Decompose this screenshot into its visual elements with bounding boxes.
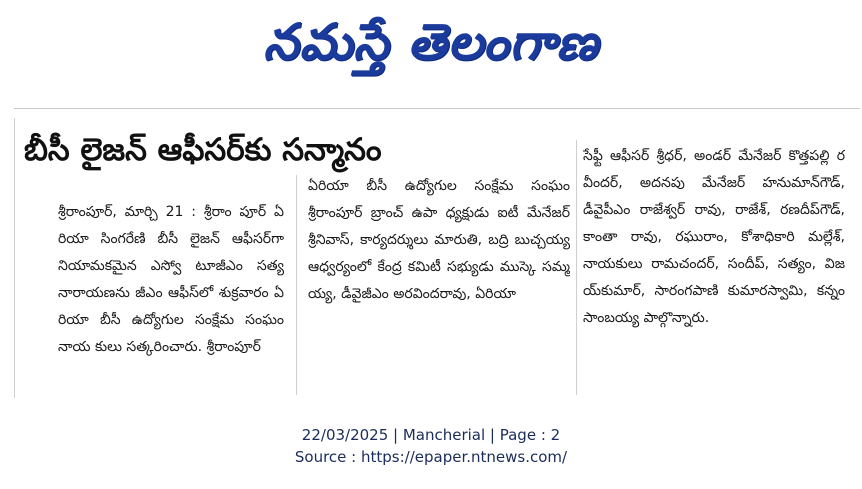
article-column-2: ఏరియా బీసీ ఉద్యోగుల సంక్షేమ సంఘం శ్రీరాంపూర్ బ్రాంచ్ ఉపా ధ్యక్షుడు ఐటీ మేనేజర్ శ్రీనివాస్, కార్యదర్శులు మారుతి, బద్రి బుచ్చయ్య ఆధ్వర్యంలో కేంద్ర కమిటీ సభ్యుడు ముస్కె సమ్మయ్య, డీవైజీఎం అరవిందరావు, ఏరియా [308,178,570,302]
clip-left-border [14,118,15,398]
article-column-1: శ్రీరాంపూర్, మార్చి 21 : శ్రీరాం పూర్ ఏరియా సింగరేణి బీసీ లైజన్ ఆఫీసర్‌గా నియామకమైన ఎస్వో టూజీఎం సత్యనారాయణను జీఎం ఆఫీస్‌లో శుక్రవారం ఏరియా బీసీ ఉద్యోగుల సంక్షేమ సంఘం నాయ కులు సత్కరించారు. శ్రీరాంపూర్ [58,204,284,355]
masthead [0,0,862,96]
article-headline: బీసీ లైజన్ ఆఫీసర్‌కు సన్మానం [24,132,382,168]
source-link[interactable]: Source : https://epaper.ntnews.com/ [294,448,568,466]
column-divider-2 [576,140,577,395]
page-footer [0,424,862,468]
clip-top-border [14,108,860,109]
column-divider-1 [296,175,297,395]
newspaper-logo: నమస్తే తెలంగాణ [263,12,599,71]
article-column-3: సేఫ్టీ ఆఫీసర్ శ్రీధర్, అండర్ మేనేజర్ కొత్తపల్లి రవీందర్, అదనపు మేనేజర్ హనుమాన్‌గౌడ్, డీవైపీఎం రాజేశ్వర్ రావు, రాజేశ్, రణదీప్‌గౌడ్, కాంతా రావు, రఘురాం, కోశాధికారి మల్లేశ్, నాయకులు రామచందర్, సందీప్, సత్యం, విజయ్‌కుమార్, సారంగపాణి కుమారస్వామి, కన్నం సాంబయ్య పాల్గొన్నారు. [583,148,845,326]
edition-info: 22/03/2025 | Mancherial | Page : 2 [301,426,561,444]
